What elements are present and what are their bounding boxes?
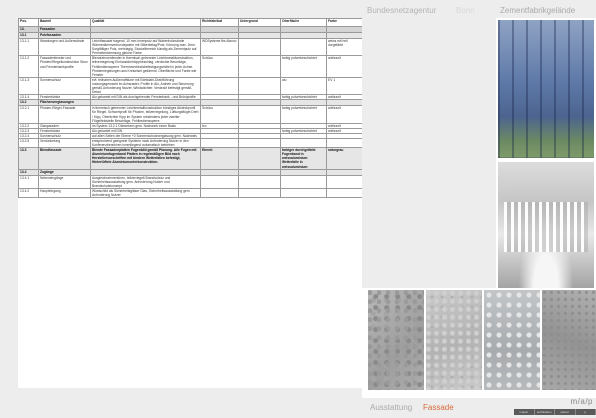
agency-label: Bundesnetzagentur bbox=[367, 6, 437, 15]
section-row bbox=[19, 148, 363, 169]
cell-farbe: anthrazit bbox=[327, 106, 363, 123]
material-samples bbox=[362, 288, 596, 398]
nav-link-fassade[interactable]: Fassade bbox=[423, 403, 454, 412]
cell-bauteil: Pfosten-Riegel-Fassade bbox=[39, 106, 91, 123]
site-title: Zementfabrikgelände bbox=[500, 6, 576, 15]
cell-untergrund bbox=[239, 148, 281, 169]
cell-qualitaet: im System 13.2.1 Dämmkern gem. Nachweis innen Basis bbox=[91, 123, 201, 128]
cell-qualitaet: Alu gekantet mit DIN als durchgehender Fensterbank - und Brüstprofile bbox=[91, 95, 201, 100]
cell-pos: 13.4.2 bbox=[19, 188, 39, 197]
cell-bauteil: Wandungen und Außenwände bbox=[39, 39, 91, 56]
cell-farbe: anthrazit bbox=[327, 123, 363, 128]
header-band-left bbox=[18, 4, 370, 16]
cell-oberflaeche: farbig pulverbeschichtet bbox=[281, 95, 327, 100]
cell-pos: 13.4.1 bbox=[19, 175, 39, 188]
cell-qualitaet: evt. teilnahen Außenraffstore mit Edelstahl-Drahtführung nutzungsgemacht im Achsraster, Profile in Alu, Antrieb und Steuerung gemäß Anforderung Nutzer, Windwächter. Verdeckt befestigt gemäß Detail. bbox=[91, 77, 201, 94]
cell-bauteil: Sonnenschutz bbox=[39, 77, 91, 94]
cell-oberflaeche: farbig pulverbeschichtet bbox=[281, 128, 327, 133]
bottom-nav bbox=[362, 398, 496, 418]
cell-bauteil: Zugänge bbox=[39, 169, 91, 175]
cell-qualitaet: Blende Fassadenplatten Fugenbild gemäß Planung. Alle Fugen mit Aluminiumfugenband Platten in regelmäßigen Bild nach Herstellervorschriften mit bindern Wetterfallen befestigt, Hinterlüftete Aluminiumunterkonstruktion. bbox=[91, 148, 201, 169]
cell-oberflaeche bbox=[281, 175, 327, 188]
cell-richtfabrikat bbox=[201, 77, 239, 94]
cell-untergrund bbox=[239, 138, 281, 147]
cell-richtfabrikat: Schüco bbox=[201, 56, 239, 77]
cell-pos: 13.1.2 bbox=[19, 56, 39, 77]
cell-farbe: EV 1 bbox=[327, 77, 363, 94]
col-header-untergrund: Untergrund bbox=[239, 19, 281, 27]
cell-bauteil: Putzfassaden bbox=[39, 33, 91, 39]
col-header-qualitaet: Qualität bbox=[91, 19, 201, 27]
spec-table-panel bbox=[18, 18, 362, 388]
cell-pos: 13.2.2 bbox=[19, 123, 39, 128]
cell-oberflaeche bbox=[281, 138, 327, 147]
cell-oberflaeche: farbiger durchgefärbt Fugenband in weissaluminium Wetterfalle in weissaluminium bbox=[281, 148, 327, 169]
cell-farbe: anthrazit bbox=[327, 128, 363, 133]
cell-bauteil: Sonnenschutz bbox=[39, 133, 91, 138]
cell-bauteil: Verdunkelung bbox=[39, 138, 91, 147]
cell-untergrund bbox=[239, 188, 281, 197]
table-row bbox=[19, 175, 363, 188]
cell-bauteil: Flächenverglasungen bbox=[39, 100, 91, 106]
cell-qualitaet: entsprechend geeignete Systeme nach Anforderung Nutzer in den Konferenzbereichen innenliegend automatisch betrieben bbox=[91, 138, 201, 147]
cell-farbe bbox=[327, 138, 363, 147]
cell-richtfabrikat: Schüco bbox=[201, 106, 239, 123]
cell-pos: 13.1 bbox=[19, 33, 39, 39]
cell-oberflaeche: alu bbox=[281, 77, 327, 94]
table-row bbox=[19, 138, 363, 147]
cell-bauteil: Blendfassade bbox=[39, 148, 91, 169]
cell-pos: 13.2.1 bbox=[19, 106, 39, 123]
header-band-middle bbox=[362, 4, 488, 18]
cell-untergrund bbox=[239, 56, 281, 77]
footer-tab[interactable]: p bbox=[576, 409, 596, 415]
cell-pos: 13. bbox=[19, 27, 39, 33]
footer-tabs bbox=[514, 409, 596, 415]
cell-richtfabrikat: Eternit bbox=[201, 148, 239, 169]
cell-pos: 13.4 bbox=[19, 169, 39, 175]
table-row bbox=[19, 56, 363, 77]
cell-farbe bbox=[327, 188, 363, 197]
cell-oberflaeche: farbig pulverbeschichtet bbox=[281, 56, 327, 77]
cell-untergrund bbox=[239, 39, 281, 56]
cell-untergrund bbox=[239, 77, 281, 94]
header-band-right bbox=[496, 4, 596, 18]
cell-richtfabrikat bbox=[201, 188, 239, 197]
cell-qualitaet: Leichtfassade tragend, 10 mm Innenputz auf Wabenholzwände Wärmedämmverbundsystem mit Silberbelag/Putz, Körnung max. 2mm Sorgfältiger Putz, mehrlagig, Stockelbereich künstig als Zementputz auf Perimeterdämmung gleiche Farbe bbox=[91, 39, 201, 56]
cell-pos: 13.2.3 bbox=[19, 128, 39, 133]
table-row bbox=[19, 77, 363, 94]
col-header-oberflaeche: Oberfläche bbox=[281, 19, 327, 27]
cell-farbe: naturgrau bbox=[327, 148, 363, 169]
concrete-sample-light bbox=[426, 290, 482, 390]
table-header-row bbox=[19, 19, 363, 27]
photo-column bbox=[496, 18, 596, 296]
cell-pos: 13.1.3 bbox=[19, 77, 39, 94]
cell-farbe: anthrazit bbox=[327, 56, 363, 77]
col-header-richtfabrikat: Richtfabrikat bbox=[201, 19, 239, 27]
cell-richtfabrikat: WDSysteme fbs Alavoo bbox=[201, 39, 239, 56]
footer-tab[interactable]: planer bbox=[555, 409, 576, 415]
cell-qualitaet: auf allen Seiten der Ebene +0 Sonnenschutzverglasung gem. Nachweis bbox=[91, 133, 201, 138]
cell-qualitaet: Alu gekantet mit DIN bbox=[91, 128, 201, 133]
cell-qualitaet: Blendrahmenfenster in thermisch getrennter Leichtmetallkonstruktion, teilverriegelung Einhanddrehkippbeschlag, verdeckte Beschläge, Fehlbedienssperre Thermoverbindsbefestigungsmittel in jeder Achse. Pfostenriegelungen aus Kreiseisel gedämmt, Oberfläche und Farbe wie Fenster bbox=[91, 56, 201, 77]
glass-facade-photo bbox=[498, 20, 594, 158]
col-header-bauteil: Bauteil bbox=[39, 19, 91, 27]
concrete-sample-dark bbox=[368, 290, 424, 390]
nav-link-ausstattung[interactable]: Ausstattung bbox=[370, 403, 413, 412]
cell-oberflaeche bbox=[281, 39, 327, 56]
concrete-sample-medium bbox=[542, 290, 596, 390]
table-row bbox=[19, 39, 363, 56]
cell-untergrund bbox=[239, 175, 281, 188]
cell-farbe: anthrazit bbox=[327, 95, 363, 100]
cell-farbe bbox=[327, 175, 363, 188]
cell-bauteil: Nebeneingänge bbox=[39, 175, 91, 188]
cell-bauteil: Fassaden bbox=[39, 27, 91, 33]
footer-tab[interactable]: architekten bbox=[535, 409, 556, 415]
cell-pos: 13.2.5 bbox=[19, 138, 39, 147]
cell-pos: 13.2 bbox=[19, 100, 39, 106]
footer-tab[interactable]: mapar bbox=[514, 409, 535, 415]
cell-pos: 13.3 bbox=[19, 148, 39, 169]
cell-bauteil: Haupteingang bbox=[39, 188, 91, 197]
cell-farbe: weiss mit hell dorgefärbt bbox=[327, 39, 363, 56]
spec-table bbox=[18, 18, 362, 198]
city-label: Bonn bbox=[456, 6, 475, 15]
cell-qualitaet: in thermisch getrennter Leichtmetallkonstruktion bündiges Abdeckprofil für Riegel, Schwertprofil für Pfosten, teilverriegelung, Lüftungsflügel Dreh / Kipp, Oberlichter Kipp im System mindestens jeder zweiter Flügelfeldstelle Beschläge, Fehlbedienssperre. bbox=[91, 106, 201, 123]
table-body bbox=[19, 27, 363, 198]
concrete-sample-blue-grey bbox=[484, 290, 540, 390]
cell-qualitaet: Ausgleichrahmentüren, teilverriegelt Brandschutz und Sicherheitsausstattung gem. Anforderung Nutzer und Brandschutzkonzept bbox=[91, 175, 201, 188]
col-header-pos: Pos. bbox=[19, 19, 39, 27]
cell-oberflaeche: farbig pulverbeschichtet bbox=[281, 106, 327, 123]
cell-bauteil: Glasparaden bbox=[39, 123, 91, 128]
cell-richtfabrikat bbox=[201, 138, 239, 147]
table-row bbox=[19, 188, 363, 197]
cell-richtfabrikat bbox=[201, 175, 239, 188]
map-logo: m/a/p bbox=[570, 397, 593, 406]
cell-pos: 13.1.4 bbox=[19, 95, 39, 100]
brand-area bbox=[496, 396, 596, 418]
cell-bauteil: Fensterbänke bbox=[39, 128, 91, 133]
col-header-farbe: Farbe bbox=[327, 19, 363, 27]
table-row bbox=[19, 106, 363, 123]
cell-oberflaeche bbox=[281, 188, 327, 197]
cell-bauteil: Fassadenfenster und Pfosten/Riegelkonstruktion Sturz und Fensterbankprofile bbox=[39, 56, 91, 77]
cell-bauteil: Fensterbänke bbox=[39, 95, 91, 100]
cell-qualitaet: Windschild als Sicherheitsgläser Glas, Sicherheitsausstattung gem. Anforderung Nutzer bbox=[91, 188, 201, 197]
cell-richtfabrikat: tco bbox=[201, 123, 239, 128]
cell-pos: 13.1.1 bbox=[19, 39, 39, 56]
cell-pos: 13.2.4 bbox=[19, 133, 39, 138]
fountain-photo bbox=[498, 162, 594, 294]
cell-untergrund bbox=[239, 106, 281, 123]
